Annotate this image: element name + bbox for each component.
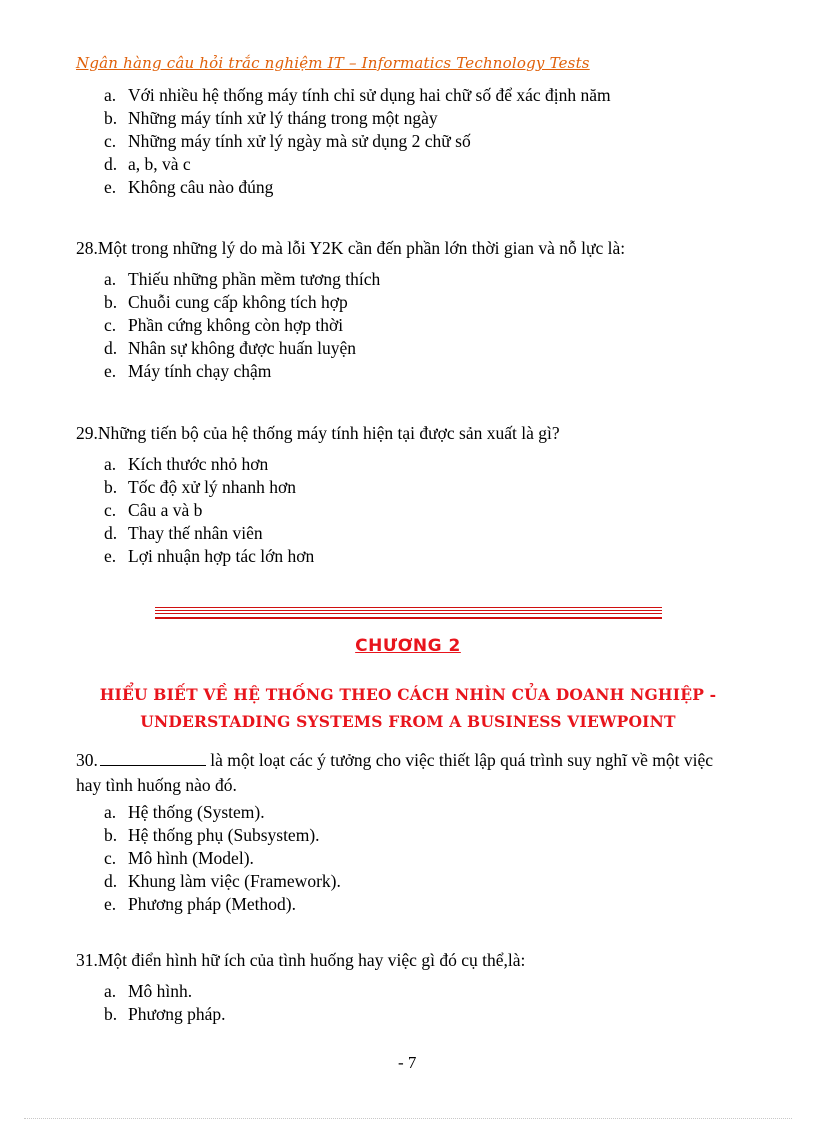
option-letter: e. [104,894,117,914]
running-header: Ngân hàng câu hỏi trắc nghiệm IT – Informatics Technology Tests [76,54,590,72]
option-item [104,153,611,176]
option-item [104,268,380,291]
page-number: - 7 [398,1053,417,1072]
q28-options [104,268,380,383]
option-letter: e. [104,546,117,566]
option-letter: b. [104,1004,118,1024]
option-letter: b. [104,108,118,128]
option-letter: b. [104,825,118,845]
option-letter: a. [104,802,117,822]
q30-options [104,801,341,916]
divider-line [155,610,662,611]
option-letter: c. [104,315,117,335]
option-text: Phương pháp. [128,1004,226,1024]
question-31: 31.Một điển hình hữ ích của tình huống hay việc gì đó cụ thể,là: [76,950,526,970]
option-item [104,824,341,847]
option-item [104,847,341,870]
option-letter: b. [104,292,118,312]
option-text: Hệ thống (System). [128,802,265,822]
question-28: 28.Một trong những lý do mà lỗi Y2K cần đến phần lớn thời gian và nỗ lực là: [76,238,626,258]
divider-line [155,607,662,608]
option-item [104,291,380,314]
divider-line [155,617,662,619]
option-letter: b. [104,477,118,497]
option-text: a, b, và c [128,154,191,174]
option-text: Mô hình. [128,981,193,1001]
option-text: Tốc độ xử lý nhanh hơn [128,477,296,497]
option-text: Kích thước nhỏ hơn [128,454,269,474]
option-item [104,980,226,1003]
option-item [104,522,314,545]
question-text: là một loạt các ý tưởng cho việc thiết lập quá trình suy nghĩ về một việc hay tình huống nào đó. [76,750,714,795]
option-item [104,476,314,499]
option-letter: c. [104,848,117,868]
option-item [104,453,314,476]
option-letter: d. [104,523,118,543]
option-text: Những máy tính xử lý ngày mà sử dụng 2 chữ số [128,131,471,151]
option-letter: a. [104,85,117,105]
option-text: Câu a và b [128,500,203,520]
option-text: Phương pháp (Method). [128,894,296,914]
question-number: 30. [76,750,98,770]
option-letter: a. [104,269,117,289]
option-item [104,1003,226,1026]
option-item [104,314,380,337]
option-letter: d. [104,871,118,891]
option-text: Những máy tính xử lý tháng trong một ngày [128,108,438,128]
question-30 [76,748,742,798]
option-text: Khung làm việc (Framework). [128,871,341,891]
option-letter: e. [104,177,117,197]
option-item [104,84,611,107]
option-text: Máy tính chạy chậm [128,361,272,381]
option-letter: a. [104,454,117,474]
option-item [104,801,341,824]
option-item [104,130,611,153]
option-item [104,893,341,916]
option-text: Chuỗi cung cấp không tích hợp [128,292,348,312]
chapter-label: CHƯƠNG 2 [355,636,461,656]
option-text: Mô hình (Model). [128,848,254,868]
option-letter: c. [104,500,117,520]
chapter-title-line: HIỂU BIẾT VỀ HỆ THỐNG THEO CÁCH NHÌN CỦA DOANH NGHIỆP - [99,685,717,704]
option-letter: d. [104,154,118,174]
option-item [104,545,314,568]
question-29: 29.Những tiến bộ của hệ thống máy tính hiện tại được sản xuất là gì? [76,423,560,443]
option-item [104,337,380,360]
option-text: Hệ thống phụ (Subsystem). [128,825,320,845]
option-item [104,499,314,522]
option-text: Thay thế nhân viên [128,523,263,543]
q31-options [104,980,226,1026]
chapter-title-line: UNDERSTADING SYSTEMS FROM A BUSINESS VIEWPOINT [140,712,676,731]
option-text: Không câu nào đúng [128,177,274,197]
option-letter: c. [104,131,117,151]
option-text: Thiếu những phần mềm tương thích [128,269,381,289]
page-edge-divider [24,1118,792,1119]
option-text: Với nhiều hệ thống máy tính chỉ sử dụng hai chữ số để xác định năm [128,85,611,105]
option-item [104,107,611,130]
q27-options [104,84,611,199]
answer-blank [100,749,206,766]
option-text: Phần cứng không còn hợp thời [128,315,344,335]
option-text: Nhân sự không được huấn luyện [128,338,356,358]
q29-options [104,453,314,568]
option-text: Lợi nhuận hợp tác lớn hơn [128,546,315,566]
option-item [104,360,380,383]
option-item [104,176,611,199]
option-item [104,870,341,893]
option-letter: a. [104,981,117,1001]
divider-line [155,613,662,614]
chapter-title [40,681,776,735]
option-letter: d. [104,338,118,358]
option-letter: e. [104,361,117,381]
